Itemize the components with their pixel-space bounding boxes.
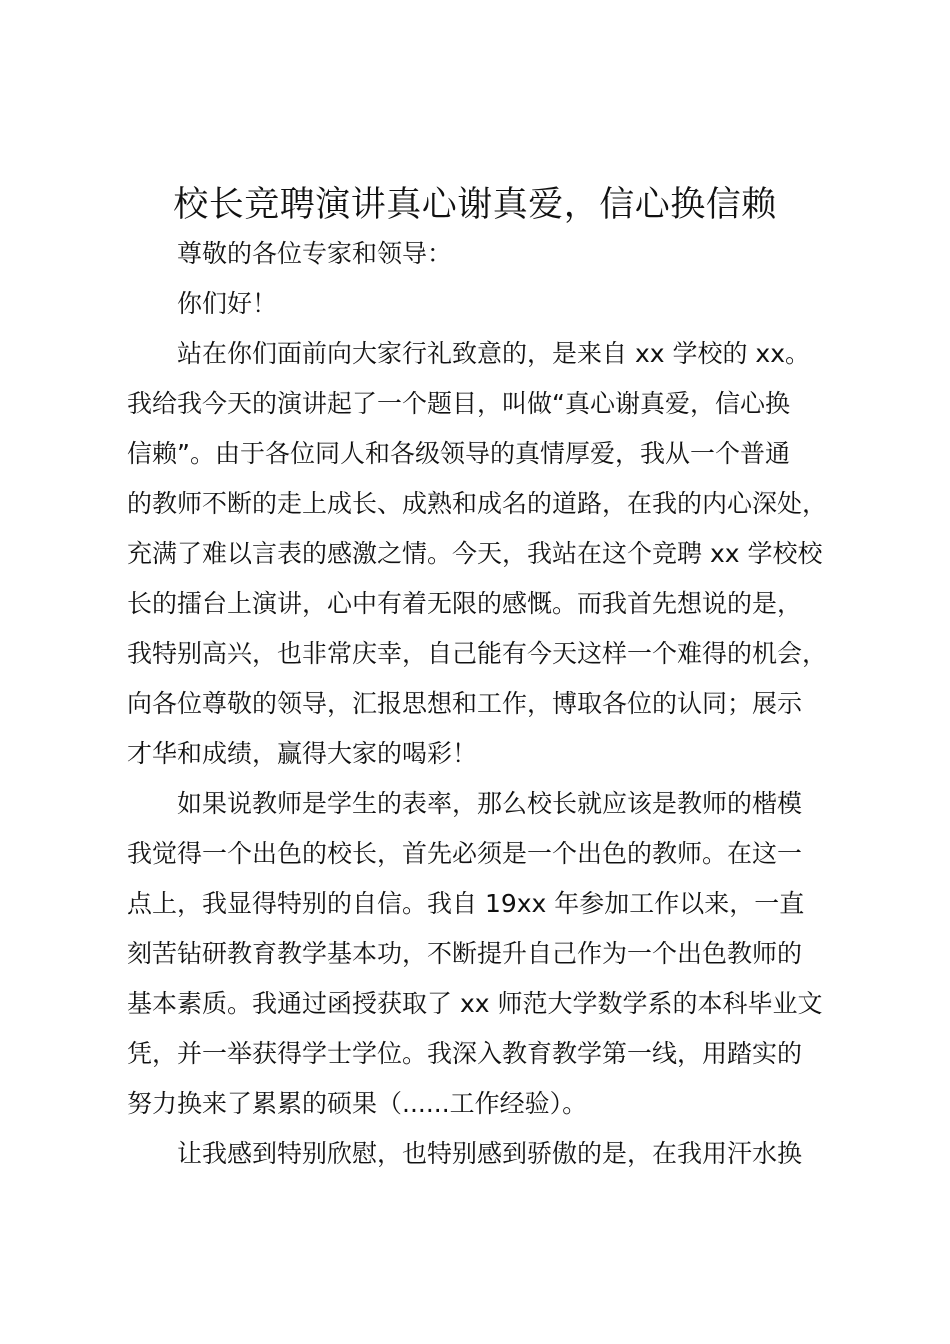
salutation: 尊敬的各位专家和领导： — [177, 239, 453, 268]
greeting: 你们好！ — [177, 289, 278, 318]
paragraph-1-line-6: 长的擂台上演讲，心中有着无限的感慨。而我首先想说的是， — [127, 589, 803, 618]
paragraph-2-line-7: 努力换来了累累的硕果（......工作经验）。 — [127, 1089, 588, 1118]
paragraph-1-line-1: 站在你们面前向大家行礼致意的，是来自 xx 学校的 xx。 — [177, 339, 811, 368]
paragraph-1-line-5: 充满了难以言表的感激之情。今天，我站在这个竞聘 xx 学校校 — [127, 539, 823, 568]
paragraph-1-line-9: 才华和成绩，赢得大家的喝彩！ — [127, 739, 478, 768]
paragraph-1-line-4: 的教师不断的走上成长、成熟和成名的道路，在我的内心深处， — [127, 489, 828, 518]
paragraph-3-line-1: 让我感到特别欣慰，也特别感到骄傲的是，在我用汗水换 — [177, 1139, 803, 1168]
paragraph-1-line-7: 我特别高兴，也非常庆幸，自己能有今天这样一个难得的机会， — [127, 639, 828, 668]
paragraph-2-line-5: 基本素质。我通过函授获取了 xx 师范大学数学系的本科毕业文 — [127, 989, 823, 1018]
paragraph-2-line-2: 我觉得一个出色的校长，首先必须是一个出色的教师。在这一 — [127, 839, 803, 868]
paragraph-1-line-2: 我给我今天的演讲起了一个题目，叫做“真心谢真爱，信心换 — [127, 389, 790, 418]
paragraph-1-line-3: 信赖”。由于各位同人和各级领导的真情厚爱，我从一个普通 — [127, 439, 790, 468]
paragraph-1-line-8: 向各位尊敬的领导，汇报思想和工作，博取各位的认同；展示 — [127, 689, 803, 718]
paragraph-2-line-1: 如果说教师是学生的表率，那么校长就应该是教师的楷模 — [177, 789, 803, 818]
paragraph-2-line-4: 刻苦钻研教育教学基本功，不断提升自己作为一个出色教师的 — [127, 939, 803, 968]
paragraph-2-line-3: 点上，我显得特别的自信。我自 19xx 年参加工作以来，一直 — [127, 889, 805, 918]
document-title: 校长竞聘演讲真心谢真爱，信心换信赖 — [173, 185, 777, 225]
paragraph-2-line-6: 凭，并一举获得学士学位。我深入教育教学第一线，用踏实的 — [127, 1039, 803, 1068]
